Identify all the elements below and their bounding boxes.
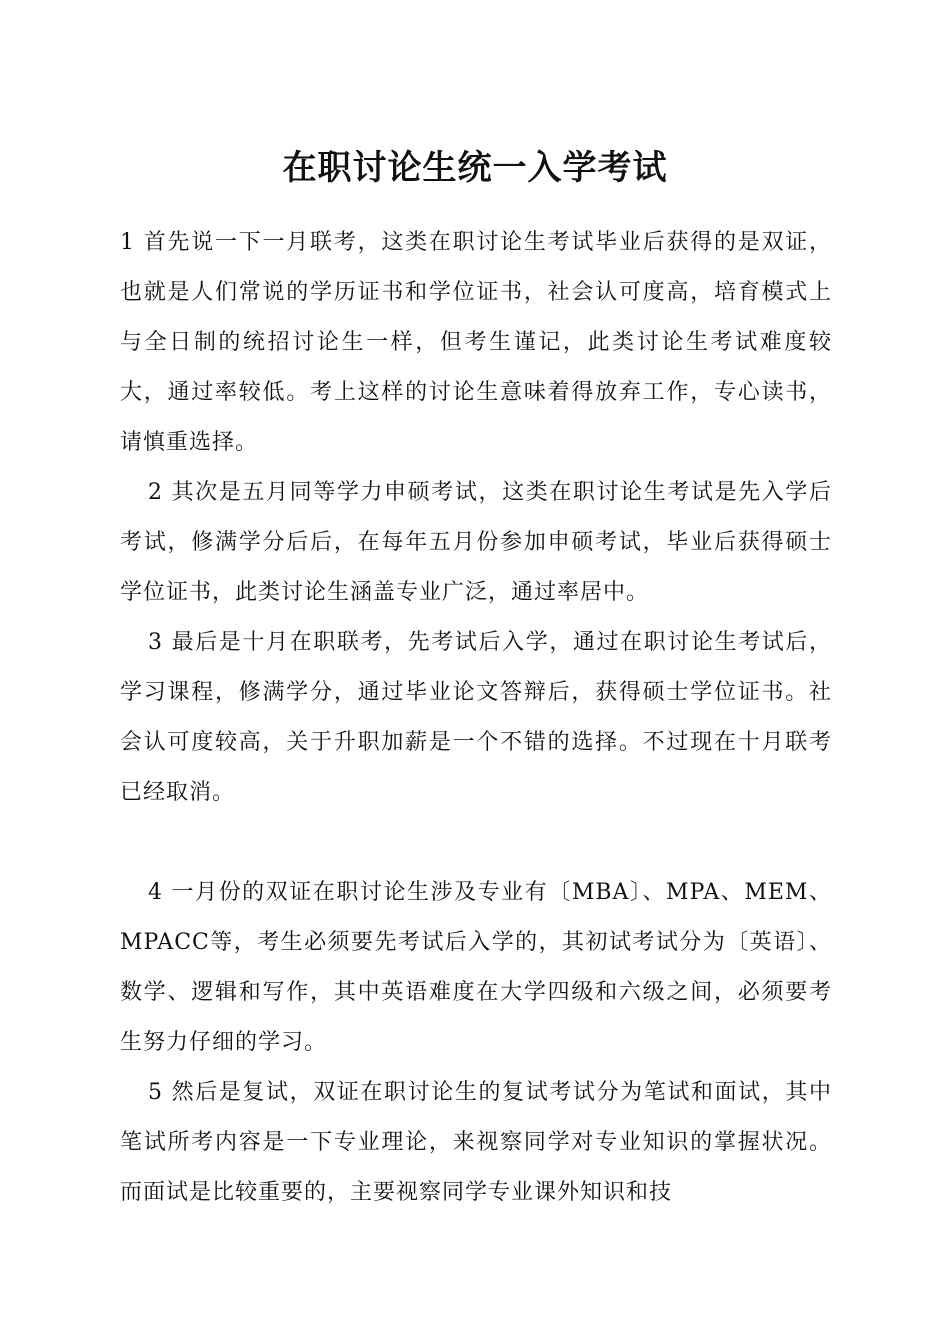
paragraph-3: 3 最后是十月在职联考，先考试后入学，通过在职讨论生考试后，学习课程，修满学分，通过毕业论文答辩后，获得硕士学位证书。社会认可度较高，关于升职加薪是一个不错的选择。不过现在十月联考已经取消。 [120, 630, 832, 805]
paragraph-4: 4 一月份的双证在职讨论生涉及专业有〔MBA〕、MPA、MEM、MPACC等，考生必须要先考试后入学的，其初试考试分为〔英语〕、数学、逻辑和写作，其中英语难度在大学四级和六级之间，必须要考生努力仔细的学习。 [120, 880, 832, 1055]
paragraph-1: 1 首先说一下一月联考，这类在职讨论生考试毕业后获得的是双证，也就是人们常说的学历证书和学位证书，社会认可度高，培育模式上与全日制的统招讨论生一样，但考生谨记，此类讨论生考试难度较大，通过率较低。考上这样的讨论生意味着得放弃工作，专心读书，请慎重选择。 [120, 230, 832, 455]
paragraph-2: 2 其次是五月同等学力申硕考试，这类在职讨论生考试是先入学后考试，修满学分后后，在每年五月份参加申硕考试，毕业后获得硕士学位证书，此类讨论生涵盖专业广泛，通过率居中。 [120, 480, 832, 605]
document-title: 在职讨论生统一入学考试 [282, 148, 668, 188]
paragraph-5: 5 然后是复试，双证在职讨论生的复试考试分为笔试和面试，其中笔试所考内容是一下专业理论，来视察同学对专业知识的掌握状况。而面试是比较重要的，主要视察同学专业课外知识和技 [120, 1080, 832, 1205]
